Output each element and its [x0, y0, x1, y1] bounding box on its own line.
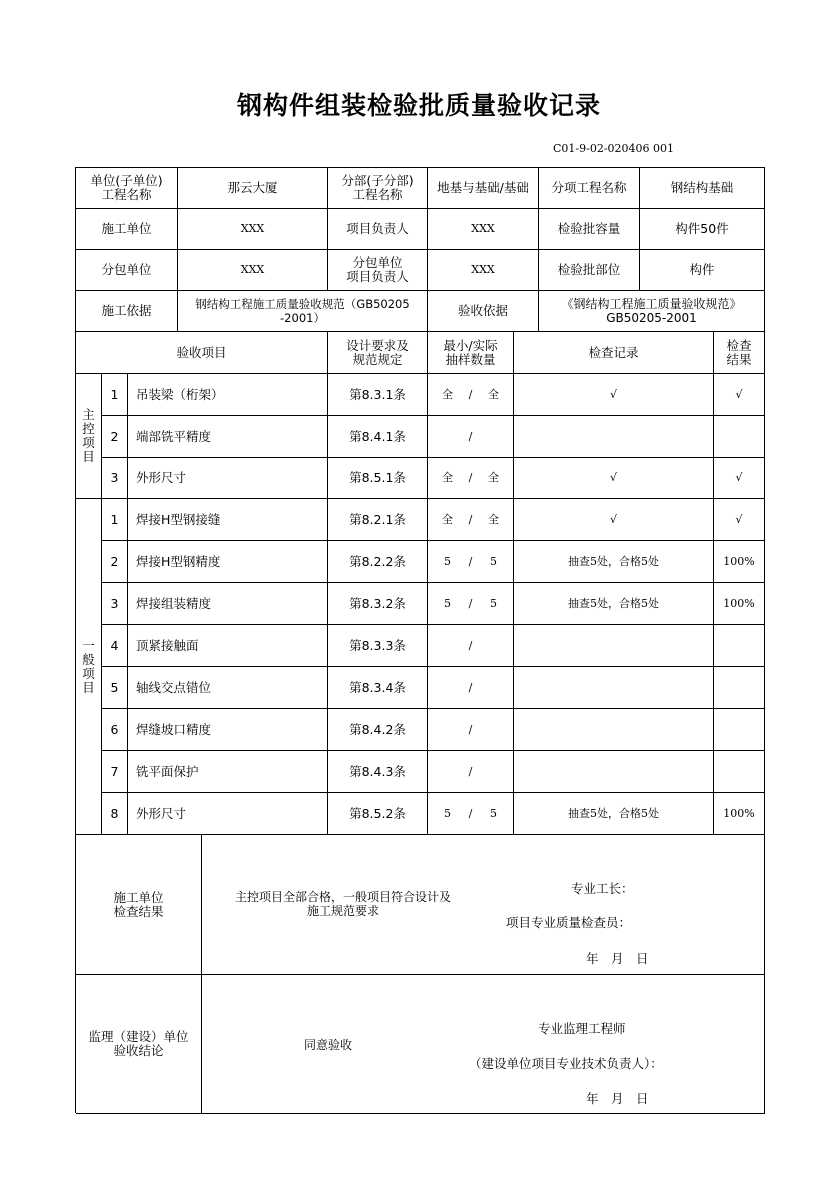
col-sample: 最小/实际 抽样数量: [428, 332, 514, 374]
item-sample: [428, 709, 514, 751]
item-spec: 第8.2.2条: [328, 541, 428, 583]
item-spec: 第8.2.1条: [328, 499, 428, 541]
item-result: 100%: [714, 793, 765, 835]
page-title: 钢构件组装检验批质量验收记录: [236, 91, 601, 120]
item-result: √: [714, 374, 765, 416]
sample-actual: 全: [488, 387, 499, 401]
item-name: 焊接H型钢精度: [128, 541, 328, 583]
item-name: 焊缝坡口精度: [128, 709, 328, 751]
item-sample: [428, 793, 514, 835]
item-spec: 第8.5.2条: [328, 793, 428, 835]
item-record: [514, 416, 714, 458]
supervision-label: 监理（建设）单位 验收结论: [76, 975, 202, 1114]
item-number: 2: [102, 541, 128, 583]
item-name: 顶紧接触面: [128, 625, 328, 667]
sample-min: 5: [444, 596, 451, 610]
sub-pm-label: 分包单位 项目负责人: [328, 250, 428, 291]
col-item: 验收项目: [76, 332, 328, 374]
item-result: √: [714, 499, 765, 541]
capacity-value: 构件50件: [640, 209, 765, 250]
sample-slash: /: [468, 596, 473, 610]
sample-slash: /: [468, 722, 473, 736]
part-value: 构件: [640, 250, 765, 291]
item-number: 5: [102, 667, 128, 709]
builder-label: 施工单位: [76, 209, 178, 250]
sample-slash: /: [468, 806, 473, 820]
sample-actual: 全: [488, 512, 499, 526]
owner-rep-label: （建设单位项目专业技术负责人）：: [469, 1056, 663, 1071]
item-number: 7: [102, 751, 128, 793]
sub-pm-value: XXX: [428, 250, 539, 291]
unit-label: 单位(子单位) 工程名称: [76, 168, 178, 209]
item-number: 3: [102, 583, 128, 625]
construction-check-content: 主控项目全部合格，一般项目符合设计及 施工规范要求: [234, 890, 451, 918]
item-spec: 第8.4.2条: [328, 709, 428, 751]
item-result: 100%: [714, 541, 765, 583]
item-number: 1: [102, 499, 128, 541]
part-label: 检验批部位: [539, 250, 640, 291]
subitem-value: 钢结构基础: [640, 168, 765, 209]
col-result: 检查 结果: [714, 332, 765, 374]
construction-date: 年 月 日: [586, 951, 649, 966]
foreman-label: 专业工长：: [571, 881, 634, 896]
item-number: 2: [102, 416, 128, 458]
item-number: 4: [102, 625, 128, 667]
item-record: [514, 667, 714, 709]
sample-actual: 5: [490, 806, 497, 820]
item-sample: [428, 416, 514, 458]
pm-value: XXX: [428, 209, 539, 250]
col-record: 检查记录: [514, 332, 714, 374]
item-number: 3: [102, 458, 128, 499]
supervision-area: [202, 975, 765, 1114]
item-name: 吊装梁（桁架）: [128, 374, 328, 416]
main-group-label: 主 控 项 目: [76, 374, 102, 499]
basis-label: 施工依据: [76, 291, 178, 332]
item-record: √: [514, 458, 714, 499]
item-result: 100%: [714, 583, 765, 625]
item-record: [514, 625, 714, 667]
item-result: [714, 751, 765, 793]
accept-label: 验收依据: [428, 291, 539, 332]
item-record: [514, 709, 714, 751]
sample-slash: /: [468, 387, 473, 401]
item-spec: 第8.4.1条: [328, 416, 428, 458]
general-group-label: 一 般 项 目: [76, 499, 102, 835]
construction-check-label: 施工单位 检查结果: [76, 835, 202, 975]
item-name: 轴线交点错位: [128, 667, 328, 709]
item-result: [714, 667, 765, 709]
item-number: 6: [102, 709, 128, 751]
item-sample: [428, 583, 514, 625]
item-result: [714, 416, 765, 458]
sample-min: 全: [442, 387, 453, 401]
item-number: 1: [102, 374, 128, 416]
sample-actual: 全: [488, 471, 499, 484]
form-code: C01-9-02-020406 001: [553, 142, 675, 155]
supervision-date: 年 月 日: [586, 1091, 649, 1106]
item-name: 外形尺寸: [128, 458, 328, 499]
item-record: 抽查5处，合格5处: [514, 793, 714, 835]
sample-min: 5: [444, 806, 451, 820]
item-record: √: [514, 499, 714, 541]
supervision-content: 同意验收: [304, 1038, 353, 1052]
item-sample: [428, 499, 514, 541]
item-sample: [428, 374, 514, 416]
sample-slash: /: [468, 764, 473, 778]
builder-value: XXX: [178, 209, 328, 250]
inspector-label: 项目专业质量检查员：: [506, 915, 632, 930]
item-sample: [428, 751, 514, 793]
accept-value: 《钢结构工程施工质量验收规范》 GB50205-2001: [539, 291, 765, 332]
sample-slash: /: [468, 471, 473, 484]
pm-label: 项目负责人: [328, 209, 428, 250]
item-record: [514, 751, 714, 793]
basis-value: 钢结构工程施工质量验收规范（GB50205 -2001）: [178, 291, 428, 332]
sample-actual: 5: [490, 554, 497, 568]
sample-slash: /: [468, 554, 473, 568]
division-value: 地基与基础/基础: [428, 168, 539, 209]
sample-slash: /: [468, 638, 473, 652]
item-name: 焊接组装精度: [128, 583, 328, 625]
sample-actual: 5: [490, 596, 497, 610]
item-spec: 第8.3.3条: [328, 625, 428, 667]
division-label: 分部(子分部) 工程名称: [328, 168, 428, 209]
item-record: 抽查5处，合格5处: [514, 583, 714, 625]
item-result: √: [714, 458, 765, 499]
sample-slash: /: [468, 512, 473, 526]
item-record: √: [514, 374, 714, 416]
item-sample: [428, 458, 514, 499]
item-spec: 第8.3.1条: [328, 374, 428, 416]
item-spec: 第8.4.3条: [328, 751, 428, 793]
item-number: 8: [102, 793, 128, 835]
sub-value: XXX: [178, 250, 328, 291]
unit-value: 那云大厦: [178, 168, 328, 209]
sample-min: 5: [444, 554, 451, 568]
item-name: 端部铣平精度: [128, 416, 328, 458]
sample-slash: /: [468, 680, 473, 694]
col-spec: 设计要求及 规范规定: [328, 332, 428, 374]
item-result: [714, 625, 765, 667]
engineer-label: 专业监理工程师: [538, 1021, 626, 1036]
item-result: [714, 709, 765, 751]
item-spec: 第8.3.2条: [328, 583, 428, 625]
subitem-label: 分项工程名称: [539, 168, 640, 209]
sample-min: 全: [442, 512, 453, 526]
item-sample: [428, 625, 514, 667]
capacity-label: 检验批容量: [539, 209, 640, 250]
item-spec: 第8.3.4条: [328, 667, 428, 709]
item-sample: [428, 541, 514, 583]
item-sample: [428, 667, 514, 709]
item-name: 外形尺寸: [128, 793, 328, 835]
sample-min: 全: [442, 471, 453, 484]
inspection-table: [75, 167, 765, 1113]
item-name: 铣平面保护: [128, 751, 328, 793]
sub-label: 分包单位: [76, 250, 178, 291]
item-record: 抽查5处，合格5处: [514, 541, 714, 583]
sample-slash: /: [468, 429, 473, 443]
item-spec: 第8.5.1条: [328, 458, 428, 499]
item-name: 焊接H型钢接缝: [128, 499, 328, 541]
